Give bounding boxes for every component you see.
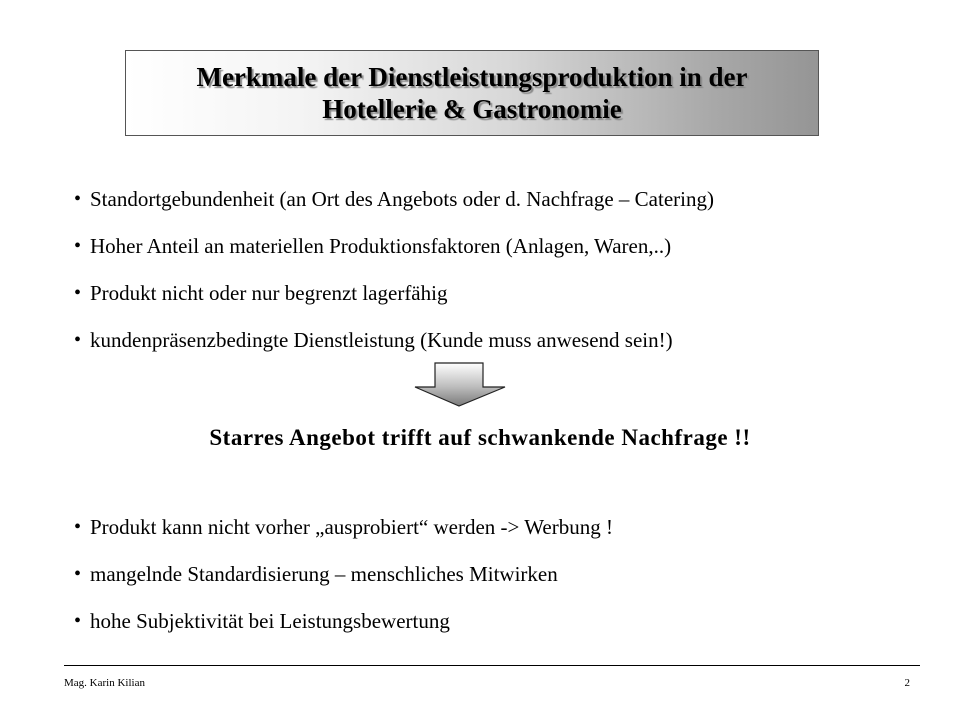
bullet-text: kundenpräsenzbedingte Dienstleistung (Kunde muss anwesend sein!): [90, 328, 673, 352]
bullet-text: Standortgebundenheit (an Ort des Angebots oder d. Nachfrage – Catering): [90, 187, 714, 211]
conclusion-statement: Starres Angebot trifft auf schwankende Nachfrage !!: [209, 425, 751, 450]
bullet-item: [74, 504, 613, 551]
bullet-item: [74, 317, 714, 364]
bullet-item: [74, 598, 613, 645]
bullet-dot-icon: •: [74, 610, 82, 632]
bullet-item: [74, 176, 714, 223]
top-bullet-list: [74, 176, 714, 364]
slide-title-box: [125, 50, 819, 136]
bullet-text: hohe Subjektivität bei Leistungsbewertung: [90, 609, 450, 633]
bullet-dot-icon: •: [74, 516, 82, 538]
bullet-text: mangelnde Standardisierung – menschliches Mitwirken: [90, 562, 558, 586]
bullet-item: [74, 223, 714, 270]
slide-title-line-1: Merkmale der Dienstleistungsproduktion in der: [196, 62, 748, 92]
footer-divider: [64, 665, 920, 666]
slide-title-line-2: Hotellerie & Gastronomie: [322, 94, 622, 124]
bullet-dot-icon: •: [74, 563, 82, 585]
bullet-dot-icon: •: [74, 329, 82, 351]
bullet-text: Produkt nicht oder nur begrenzt lagerfähig: [90, 281, 448, 305]
bullet-item: [74, 270, 714, 317]
bullet-dot-icon: •: [74, 188, 82, 210]
bullet-text: Produkt kann nicht vorher „ausprobiert“ werden -> Werbung !: [90, 515, 613, 539]
bottom-bullet-list: [74, 504, 613, 645]
bullet-dot-icon: •: [74, 235, 82, 257]
bullet-text: Hoher Anteil an materiellen Produktionsfaktoren (Anlagen, Waren,..): [90, 234, 672, 258]
footer-author: Mag. Karin Kilian: [64, 677, 145, 689]
bullet-dot-icon: •: [74, 282, 82, 304]
bullet-item: [74, 551, 613, 598]
page-number: 2: [904, 677, 910, 689]
down-arrow-icon: [413, 362, 507, 408]
